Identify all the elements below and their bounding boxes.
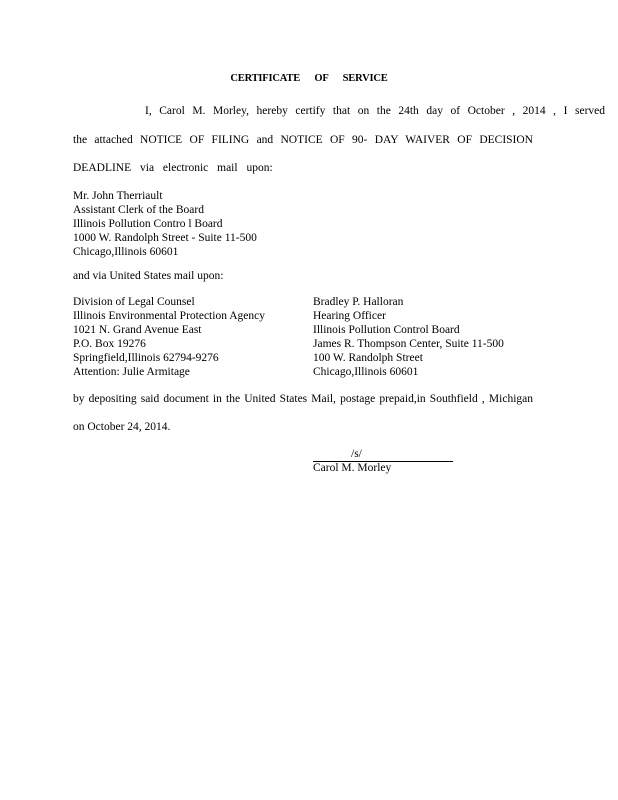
signature-block: [313, 448, 453, 475]
address-line: 100 W. Randolph Street: [313, 352, 423, 364]
page-title: CERTIFICATE OF SERVICE: [230, 73, 388, 84]
address-line: Hearing Officer: [313, 310, 386, 322]
via-mail-line: [73, 269, 223, 283]
address-line: Bradley P. Halloran: [313, 296, 404, 308]
address-line: James R. Thompson Center, Suite 11-500: [313, 338, 504, 350]
certify-line-3: DEADLINE via electronic mail upon:: [73, 162, 273, 174]
service-date-line: [73, 420, 170, 434]
signature-mark: /s/: [351, 448, 362, 460]
address-line: Springfield,Illinois 62794-9276: [73, 352, 219, 364]
address-line: Illinois Pollution Control Board: [313, 324, 460, 336]
mail-recipient-right-address: [313, 295, 504, 379]
address-line: Assistant Clerk of the Board: [73, 204, 204, 216]
address-line: Chicago,Illinois 60601: [313, 366, 419, 378]
address-line: Division of Legal Counsel: [73, 296, 195, 308]
address-line: Illinois Pollution Contro l Board: [73, 218, 223, 230]
via-mail-text: and via United States mail upon:: [73, 270, 224, 282]
address-line: 1021 N. Grand Avenue East: [73, 324, 202, 336]
address-line: P.O. Box 19276: [73, 338, 146, 350]
certify-line-1: I, Carol M. Morley, hereby certify that on the 24th day of October , 2014 , I served: [145, 105, 605, 117]
signature-line: [313, 448, 453, 462]
address-line: Attention: Julie Armitage: [73, 366, 190, 378]
signer-name: Carol M. Morley: [313, 462, 392, 474]
mail-recipient-left-address: [73, 295, 265, 379]
address-line: 1000 W. Randolph Street - Suite 11-500: [73, 232, 257, 244]
depositing-line: by depositing said document in the United States Mail, postage prepaid,in Southfield , Michigan: [73, 393, 533, 405]
address-line: Chicago,Illinois 60601: [73, 246, 179, 258]
electronic-recipient-address: [73, 189, 257, 259]
address-line: Mr. John Therriault: [73, 190, 163, 202]
certify-line-2: the attached NOTICE OF FILING and NOTICE OF 90- DAY WAIVER OF DECISION: [73, 134, 533, 146]
service-date-text: on October 24, 2014.: [73, 421, 171, 433]
address-line: Illinois Environmental Protection Agency: [73, 310, 265, 322]
